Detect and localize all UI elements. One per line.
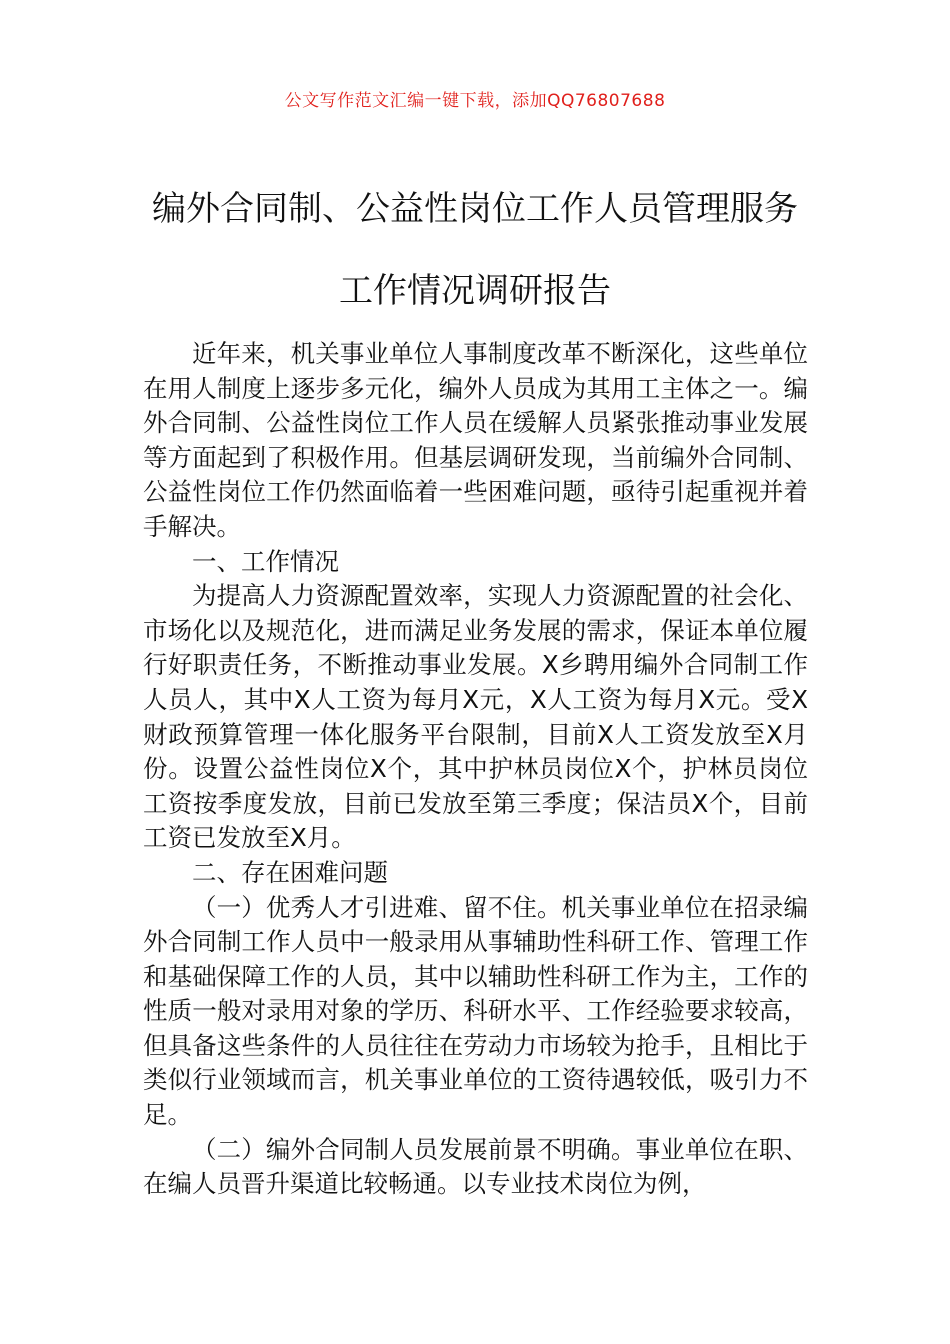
section-heading-problems: 二、存在困难问题	[192, 857, 388, 887]
problem-one-paragraph: （一）优秀人才引进难、留不住。机关事业单位在招录编外合同制工作人员中一般录用从事辅助性科研工作、管理工作和基础保障工作的人员，其中以辅助性科研工作为主，工作的性质一般对录用对象的学历、科研水平、工作经验要求较高，但具备这些条件的人员往往在劳动力市场较为抢手，且相比于类似行业领域而言，机关事业单位的工资待遇较低，吸引力不足。	[143, 892, 808, 1130]
section-heading-work-situation: 一、工作情况	[192, 546, 339, 576]
report-body	[143, 337, 808, 1202]
problem-two-paragraph: （二）编外合同制人员发展前景不明确。事业单位在职、在编人员晋升渠道比较畅通。以专业技术岗位为例，	[143, 1134, 808, 1199]
work-situation-paragraph: 为提高人力资源配置效率，实现人力资源配置的社会化、市场化以及规范化，进而满足业务发展的需求，保证本单位履行好职责任务，不断推动事业发展。X乡聘用编外合同制工作人员人，其中X人工资为每月X元，X人工资为每月X元。受X财政预算管理一体化服务平台限制，目前X人工资发放至X月份。设置公益性岗位X个，其中护林员岗位X个，护林员岗位工资按季度发放，目前已发放至第三季度；保洁员X个，目前工资已发放至X月。	[143, 581, 808, 853]
report-title: 编外合同制、公益性岗位工作人员管理服务工作情况调研报告	[152, 189, 798, 311]
intro-paragraph: 近年来，机关事业单位人事制度改革不断深化，这些单位在用人制度上逐步多元化，编外人员成为其用工主体之一。编外合同制、公益性岗位工作人员在缓解人员紧张推动事业发展等方面起到了积极作用。但基层调研发现，当前编外合同制、公益性岗位工作仍然面临着一些困难问题，亟待引起重视并着手解决。	[143, 339, 808, 541]
download-notice: 公文写作范文汇编一键下载，添加QQ76807688	[284, 91, 666, 111]
